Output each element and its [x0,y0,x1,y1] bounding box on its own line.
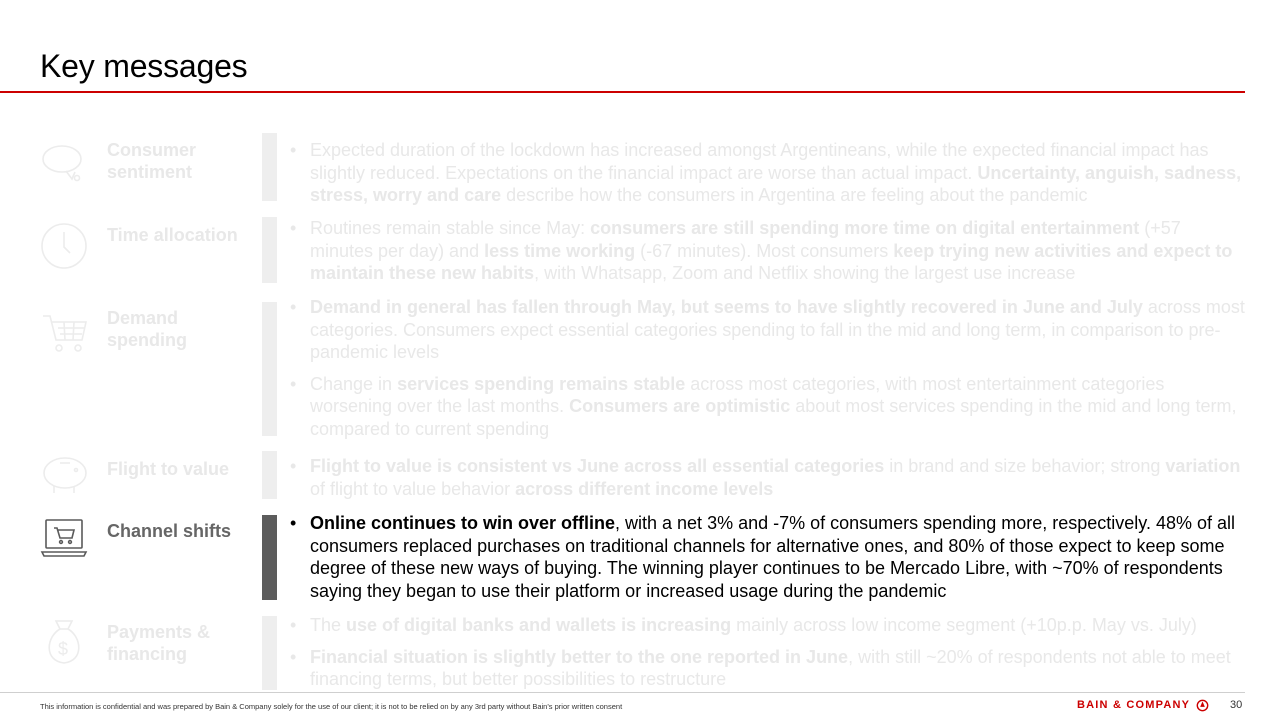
bullet-point: • The use of digital banks and wallets is increasing mainly across low income segment (+10p.p. May vs. July) [290,614,1245,637]
section-bar [262,515,277,600]
section-bullets [290,296,1245,440]
section-label: Channel shifts [107,521,232,541]
logo-text: BAIN & COMPANY [1077,699,1191,711]
section-label-text: Demand spending [107,308,187,350]
section-bar [262,616,277,690]
bullet-point: • Expected duration of the lockdown has increased amongst Argentineans, while the expected financial impact has slightly reduced. Expectations on the financial impact are worse than actual impact. Uncertainty, anguish, sadness, stress, worry and care describe how the consumers in Argentina are feeling about the pandemic [290,139,1245,207]
page-title: Key messages [40,48,248,84]
speech-bubble-icon [40,141,90,191]
section-bullets [290,139,1245,207]
footer-divider [0,692,1245,693]
title-divider [0,91,1245,93]
section-label: Flight to value [107,459,230,479]
piggy-bank-icon [40,451,90,501]
logo-mark-icon [1196,699,1209,712]
bullet-point: • Routines remain stable since May: consumers are still spending more time on digital entertainment (+57 minutes per day) and less time working (-67 minutes). Most consumers keep trying new activities and expect to maintain these new habits, with Whatsapp, Zoom and Netflix showing the largest use increase [290,217,1245,285]
clock-icon [40,221,90,271]
section-bullets [290,614,1245,691]
section-bullets [290,455,1245,500]
section-label: Consumer sentiment [107,140,197,182]
section-label [107,307,252,351]
bullet-point: • Online continues to win over offline, with a net 3% and -7% of consumers spending more, respectively. 48% of all consumers replaced purchases on traditional channels for alternative ones, and 80% of those expect to keep some degree of these new ways of buying. The winning player continues to be Mercado Libre, with ~70% of respondents saying they began to use their platform or increased usage during the pandemic [290,512,1245,602]
bullet-point: • Financial situation is slightly better to the one reported in June, with still ~20% of respondents not able to meet financing terms, but better possibilities to restructure [290,646,1245,691]
section-label: Payments & financing [107,622,211,664]
section-bar [262,133,277,201]
section-bullets [290,512,1245,602]
bullet-point: • Demand in general has fallen through May, but seems to have slightly recovered in June and July across most categories. Consumers expect essential categories spending to fall in the mid and long term, in comparison to pre-pandemic levels [290,296,1245,364]
bullet-point: • Change in services spending remains stable across most categories, with most entertainment categories worsening over the last months. Consumers are optimistic about most services spending in the mid and long term, compared to current spending [290,373,1245,441]
section-bullets [290,217,1245,285]
shopping-cart-icon [40,308,90,358]
bain-logo [1077,697,1209,713]
laptop-cart-icon [40,514,90,564]
bullet-point: • Flight to value is consistent vs June across all essential categories in brand and size behavior; strong variation of flight to value behavior across different income levels [290,455,1245,500]
section-bar [262,302,277,436]
section-label: Time allocation [107,225,238,245]
money-bag-icon [40,617,90,667]
svg-text:$: $ [58,639,69,659]
confidentiality-disclaimer: This information is confidential and was prepared by Bain & Company solely for the use of our client; it is not to be relied on by any 3rd party without Bain's prior written consent [40,702,623,711]
section-bar [262,451,277,499]
page-number: 30 [1230,699,1243,711]
section-bar [262,217,277,283]
